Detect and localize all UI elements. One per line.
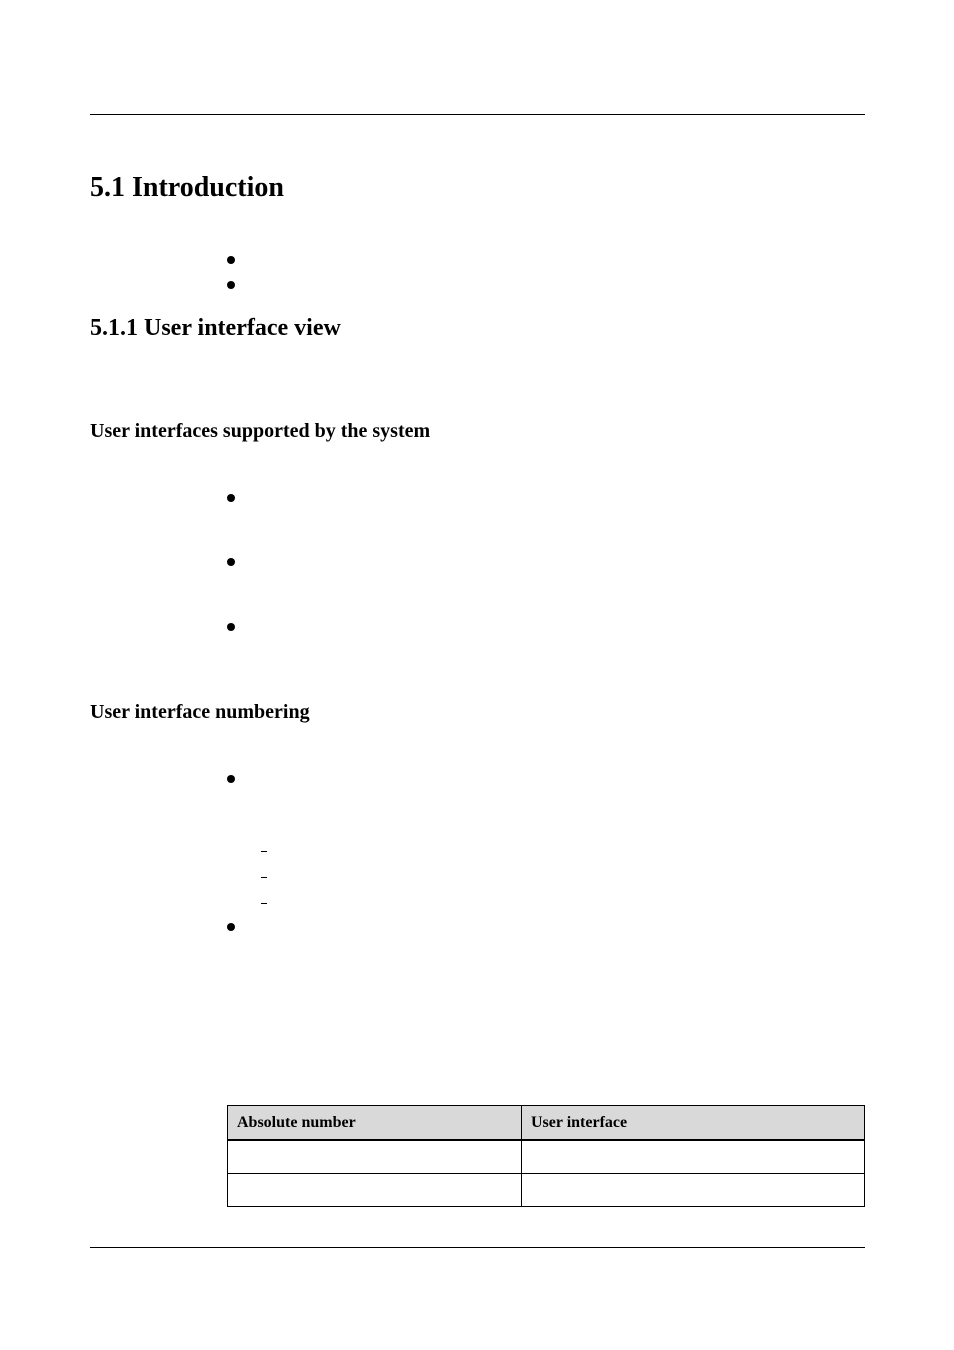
table-row bbox=[228, 1174, 865, 1207]
heading-supported-interfaces: User interfaces supported by the system bbox=[90, 420, 431, 442]
header-rule bbox=[90, 114, 865, 115]
subsection-title: 5.1.1 User interface view bbox=[90, 315, 341, 341]
heading-interface-numbering: User interface numbering bbox=[90, 701, 310, 723]
bullet-marker bbox=[227, 558, 235, 566]
bullet-marker bbox=[227, 623, 235, 631]
interface-number-table bbox=[227, 1105, 865, 1207]
column-header-absolute-number: Absolute number bbox=[228, 1106, 522, 1141]
bullet-marker bbox=[227, 281, 235, 289]
dash-marker bbox=[261, 903, 267, 904]
table-cell bbox=[228, 1140, 522, 1174]
table-cell bbox=[228, 1174, 522, 1207]
table-row bbox=[228, 1140, 865, 1174]
section-title: 5.1 Introduction bbox=[90, 172, 284, 203]
bullet-marker bbox=[227, 494, 235, 502]
table-cell bbox=[522, 1174, 865, 1207]
dash-marker bbox=[261, 877, 267, 878]
table-cell bbox=[522, 1140, 865, 1174]
column-header-user-interface: User interface bbox=[522, 1106, 865, 1141]
footer-rule bbox=[90, 1247, 865, 1248]
bullet-marker bbox=[227, 775, 235, 783]
dash-marker bbox=[261, 851, 267, 852]
bullet-marker bbox=[227, 923, 235, 931]
table-header-row bbox=[228, 1106, 865, 1141]
bullet-marker bbox=[227, 256, 235, 264]
